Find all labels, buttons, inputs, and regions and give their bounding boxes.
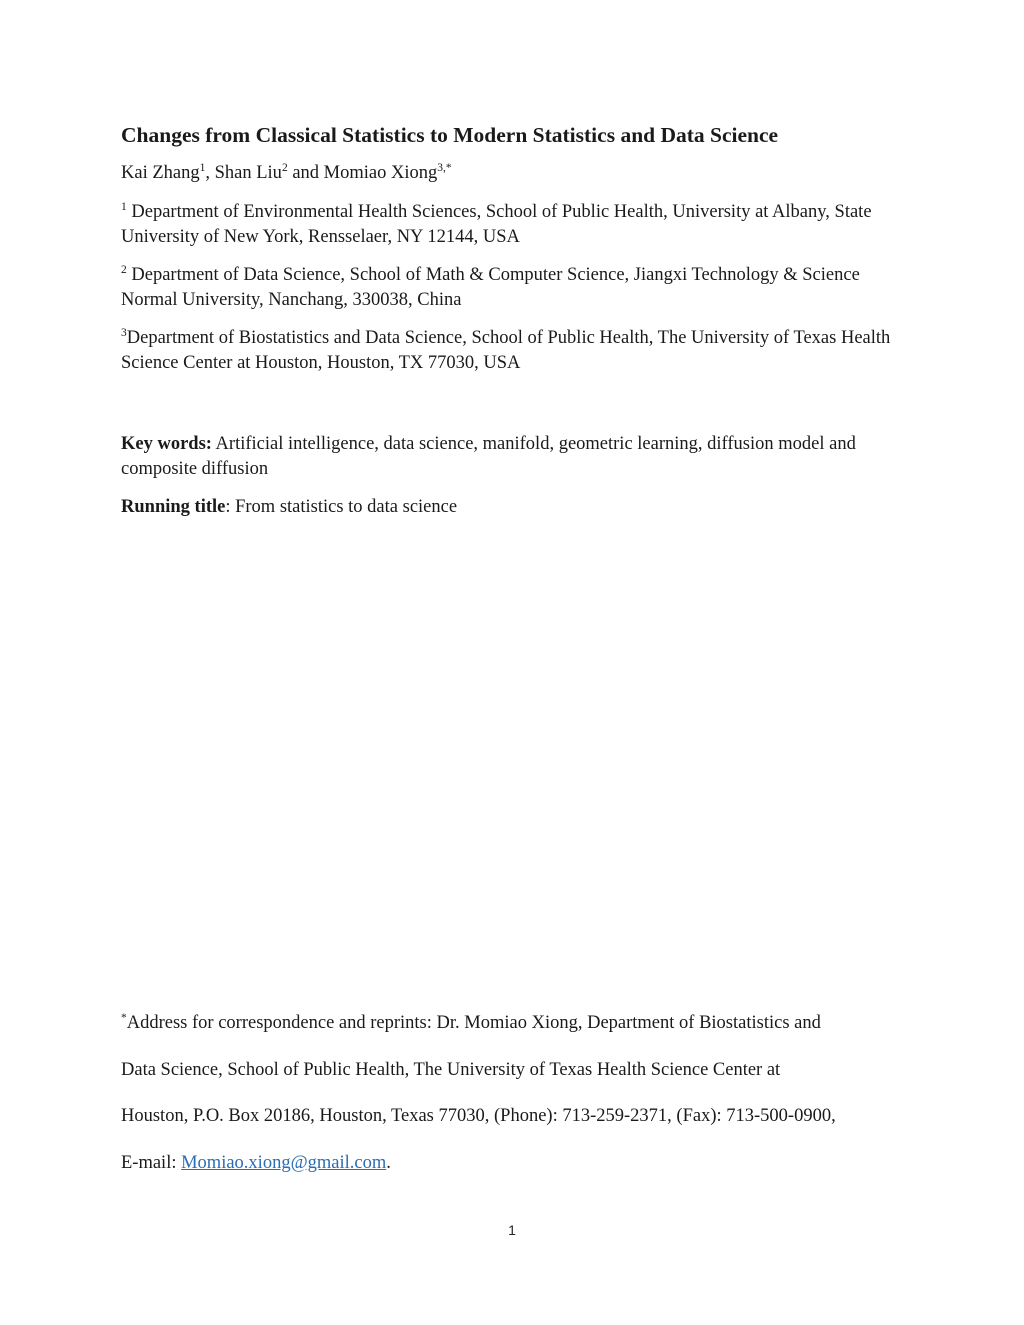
author-separator: and — [287, 163, 324, 183]
author-affiliation-mark: 2 — [281, 162, 288, 174]
affiliation-1 — [121, 200, 911, 250]
keywords-text: Artificial intelligence, data science, manifold, geometric learning, diffusion model and composite diffusion — [121, 434, 856, 479]
correspondence-line — [121, 1000, 911, 1047]
affiliation-text: Department of Biostatistics and Data Science, School of Public Health, The University of Texas Health Science Center at Houston, Houston, TX 77030, USA — [121, 328, 891, 373]
email-label: E-mail: — [121, 1152, 182, 1173]
paper-title: Changes from Classical Statistics to Modern Statistics and Data Science — [121, 123, 779, 147]
page-number: 1 — [508, 1222, 516, 1238]
email-link[interactable]: Momiao.xiong@gmail.com — [181, 1152, 387, 1173]
correspondence-email-line — [121, 1140, 911, 1187]
affiliation-text: Department of Data Science, School of Math & Computer Science, Jiangxi Technology & Science Normal University, Nanchang, 330038, China — [121, 265, 860, 310]
affiliation-2 — [121, 263, 911, 313]
affiliation-mark: 2 — [121, 264, 127, 276]
author-affiliation-mark: 3,* — [437, 162, 452, 174]
author-affiliation-mark: 1 — [199, 162, 206, 174]
correspondence-line-1-text: Address for correspondence and reprints: Dr. Momiao Xiong, Department of Biostatistics and — [126, 1013, 821, 1033]
affiliation-3 — [121, 326, 911, 376]
keywords — [121, 432, 911, 482]
correspondence-line: Data Science, School of Public Health, The University of Texas Health Science Center at — [121, 1059, 781, 1080]
running-title-label: Running title — [121, 497, 226, 517]
email-period: . — [386, 1152, 391, 1173]
author-name: Kai Zhang — [121, 163, 200, 183]
affiliation-mark: 1 — [121, 201, 127, 213]
author-name: Momiao Xiong — [323, 163, 438, 183]
correspondence-mark: * — [121, 1012, 127, 1024]
author-separator: , — [205, 163, 215, 183]
author-name: Shan Liu — [214, 163, 282, 183]
affiliation-mark: 3 — [121, 327, 127, 339]
correspondence-line: Houston, P.O. Box 20186, Houston, Texas 77030, (Phone): 713-259-2371, (Fax): 713-500-0900, — [121, 1106, 836, 1126]
running-title-text: : From statistics to data science — [225, 497, 458, 517]
affiliation-text: Department of Environmental Health Sciences, School of Public Health, University at Albany, State University of New York, Rensselaer, NY 12144, USA — [121, 202, 872, 247]
keywords-label: Key words: — [121, 434, 212, 454]
running-title — [121, 495, 911, 520]
author-list — [121, 161, 911, 186]
correspondence-address — [121, 1000, 911, 1186]
